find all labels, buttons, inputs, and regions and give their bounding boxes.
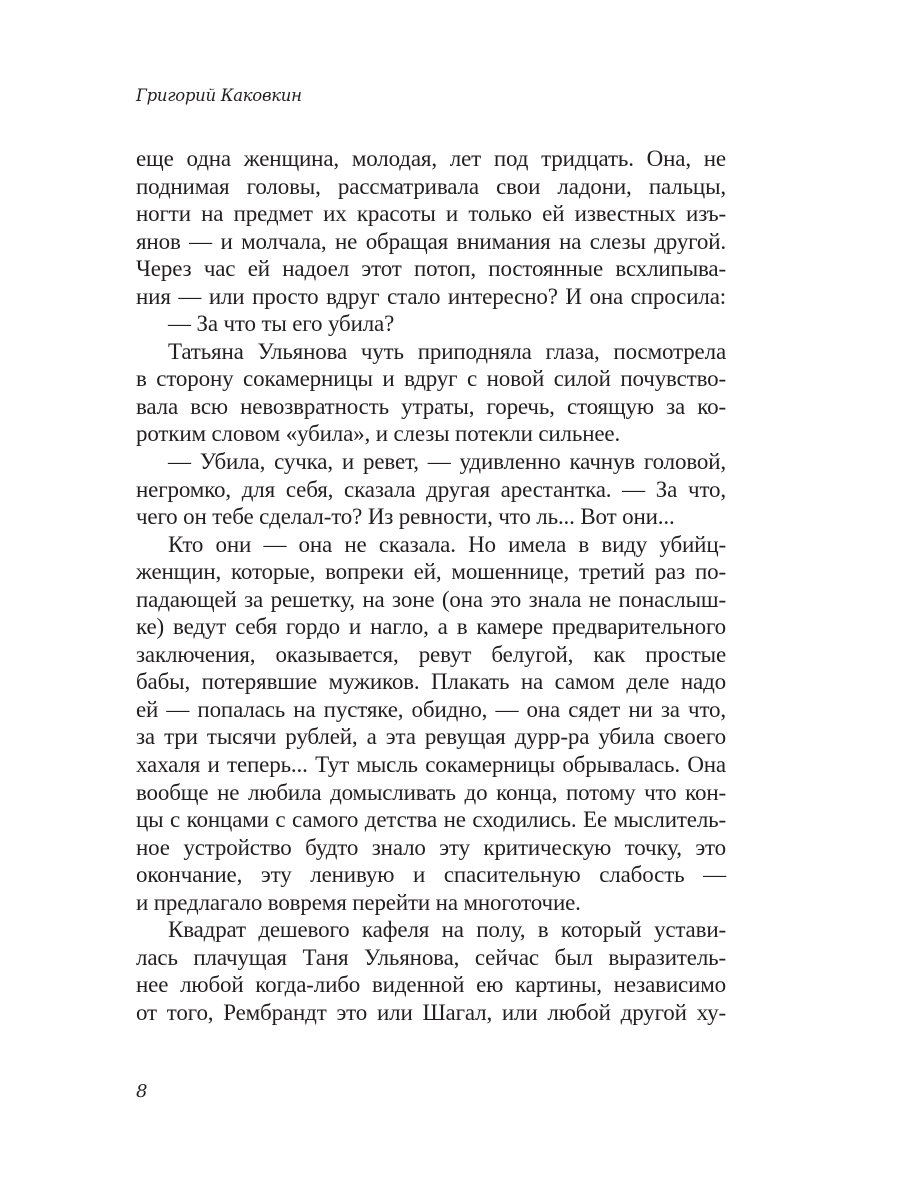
text-line: Через час ей надоел этот потоп, постоянные всхлипыва-: [136, 256, 726, 282]
text-line: ногти на предмет их красоты и только ей известных изъ-: [136, 201, 726, 227]
text-line: цы с концами с самого детства не сходились. Ее мыслитель-: [136, 807, 726, 833]
text-line: — За что ты его убила?: [168, 311, 395, 337]
text-line: в сторону сокамерницы и вдруг с новой силой почувство-: [136, 366, 726, 392]
text-line: лась плачущая Таня Ульянова, сейчас был выразитель-: [136, 944, 726, 970]
text-line: нее любой когда-либо виденной ею картины, независимо: [136, 972, 726, 998]
text-line: и предлагало вовремя перейти на многоточие.: [136, 889, 581, 915]
text-line: Татьяна Ульянова чуть приподняла глаза, посмотрела: [168, 338, 726, 364]
text-line: ротким словом «убила», и слезы потекли сильнее.: [136, 421, 621, 447]
text-line: хахаля и теперь... Тут мысль сокамерницы обрывалась. Она: [136, 752, 726, 778]
text-line: ния — или просто вдруг стало интересно? И она спросила:: [136, 283, 726, 309]
text-line: ке) ведут себя гордо и нагло, а в камере предварительного: [136, 614, 726, 640]
running-head-author: Григорий Каковкин: [136, 86, 302, 105]
text-line: вообще не любила домысливать до конца, потому что кон-: [136, 779, 726, 805]
text-line: заключения, оказывается, ревут белугой, как простые: [136, 641, 726, 667]
text-line: негромко, для себя, сказала другая арестантка. — За что,: [136, 476, 726, 502]
text-line: Кто они — она не сказала. Но имела в виду убийц-: [168, 531, 726, 557]
text-line: Квадрат дешевого кафеля на полу, в который устави-: [168, 917, 726, 943]
text-line: падающей за решетку, на зоне (она это знала не понаслыш-: [136, 586, 726, 612]
text-line: от того, Рембрандт это или Шагал, или любой другой ху-: [136, 999, 726, 1025]
body-text: [136, 145, 726, 1027]
text-line: чего он тебе сделал-то? Из ревности, что ль... Вот они...: [136, 504, 675, 530]
text-line: еще одна женщина, молодая, лет под тридцать. Она, не: [136, 146, 726, 171]
text-line: за три тысячи рублей, а эта ревущая дурр-ра убила своего: [136, 724, 726, 750]
text-line: окончание, эту ленивую и спасительную слабость —: [136, 862, 726, 888]
text-line: ное устройство будто знало эту критическую точку, это: [136, 834, 726, 860]
text-line: бабы, потерявшие мужиков. Плакать на самом деле надо: [136, 669, 726, 695]
text-line: янов — и молчала, не обращая внимания на слезы другой.: [136, 228, 726, 254]
text-line: — Убила, сучка, и ревет, — удивленно качнув головой,: [168, 449, 726, 475]
text-line: ей — попалась на пустяке, обидно, — она сядет ни за что,: [136, 696, 726, 722]
text-line: женщин, которые, вопреки ей, мошеннице, третий раз по-: [136, 559, 726, 585]
page-number: 8: [136, 1081, 148, 1102]
text-line: вала всю невозвратность утраты, горечь, стоящую за ко-: [136, 393, 726, 419]
text-line: поднимая головы, рассматривала свои ладони, пальцы,: [136, 173, 726, 199]
